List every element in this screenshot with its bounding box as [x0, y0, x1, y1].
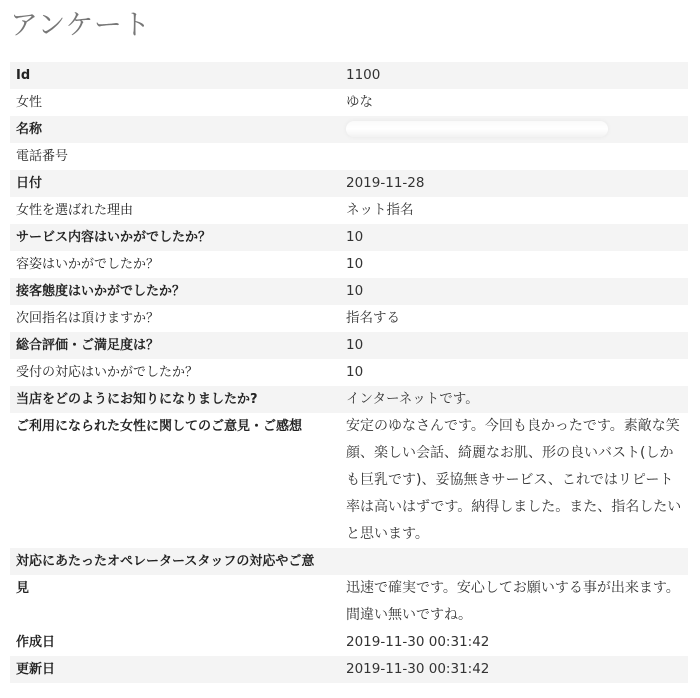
row-label: 作成日	[10, 629, 340, 656]
table-row-reason	[10, 197, 688, 224]
row-label: 総合評価・ご満足度は？	[10, 332, 340, 359]
row-value-redacted	[340, 116, 688, 143]
row-value: 2019-11-28	[340, 170, 688, 197]
row-label: 受付の対応はいかがでしたか？	[10, 359, 340, 386]
row-label: 当店をどのようにお知りになりましたか?	[10, 386, 340, 413]
row-label: 更新日	[10, 656, 340, 683]
row-label: 女性を選ばれた理由	[10, 197, 340, 224]
table-row-staff-line1	[10, 548, 688, 575]
table-row-impression	[10, 413, 688, 548]
table-row-attitude	[10, 278, 688, 305]
table-row-updated	[10, 656, 688, 683]
table-row-reception	[10, 359, 688, 386]
table-row-date	[10, 170, 688, 197]
row-value: 10	[340, 251, 688, 278]
row-label: 接客態度はいかがでしたか？	[10, 278, 340, 305]
row-value: 迅速で確実です。安心してお願いする事が出来ます。間違い無いですね。	[340, 575, 688, 629]
table-row-how-found	[10, 386, 688, 413]
table-row-overall	[10, 332, 688, 359]
row-label: 名称	[10, 116, 340, 143]
row-value: インターネットです。	[340, 386, 688, 413]
table-row-staff	[10, 575, 688, 629]
row-label: 容姿はいかがでしたか？	[10, 251, 340, 278]
row-value: 10	[340, 332, 688, 359]
row-value: 10	[340, 224, 688, 251]
row-value: ゆな	[340, 89, 688, 116]
table-row-appearance	[10, 251, 688, 278]
table-row-woman	[10, 89, 688, 116]
row-label: 対応にあたったオペレータースタッフの対応やご意	[10, 548, 688, 575]
row-label: 電話番号	[10, 143, 340, 170]
row-value: 10	[340, 359, 688, 386]
row-label: 次回指名は頂けますか？	[10, 305, 340, 332]
row-value: 10	[340, 278, 688, 305]
row-label: ご利用になられた女性に関してのご意見・ご感想	[10, 413, 340, 548]
row-value: 安定のゆなさんです。今回も良かったです。素敵な笑顔、楽しい会話、綺麗なお肌、形の良いバスト(しかも巨乳です)、妥協無きサービス、これではリピート率は高いはずです。納得しました。また、指名したいと思います。	[340, 413, 688, 548]
row-value: 2019-11-30 00:31:42	[340, 656, 688, 683]
row-value: 指名する	[340, 305, 688, 332]
row-value: 1100	[340, 62, 688, 89]
table-row-service	[10, 224, 688, 251]
table-row-phone	[10, 143, 688, 170]
row-value	[340, 143, 688, 170]
table-row-next-nomination	[10, 305, 688, 332]
row-label: Id	[10, 62, 340, 89]
table-row-created	[10, 629, 688, 656]
survey-detail-table	[10, 62, 688, 683]
redaction-bar	[346, 121, 608, 137]
page-title: アンケート	[10, 8, 151, 41]
row-label: 女性	[10, 89, 340, 116]
row-value: ネット指名	[340, 197, 688, 224]
row-label: サービス内容はいかがでしたか？	[10, 224, 340, 251]
table-row-name	[10, 116, 688, 143]
row-label: 見	[10, 575, 340, 629]
table-row-id	[10, 62, 688, 89]
row-value: 2019-11-30 00:31:42	[340, 629, 688, 656]
row-label: 日付	[10, 170, 340, 197]
